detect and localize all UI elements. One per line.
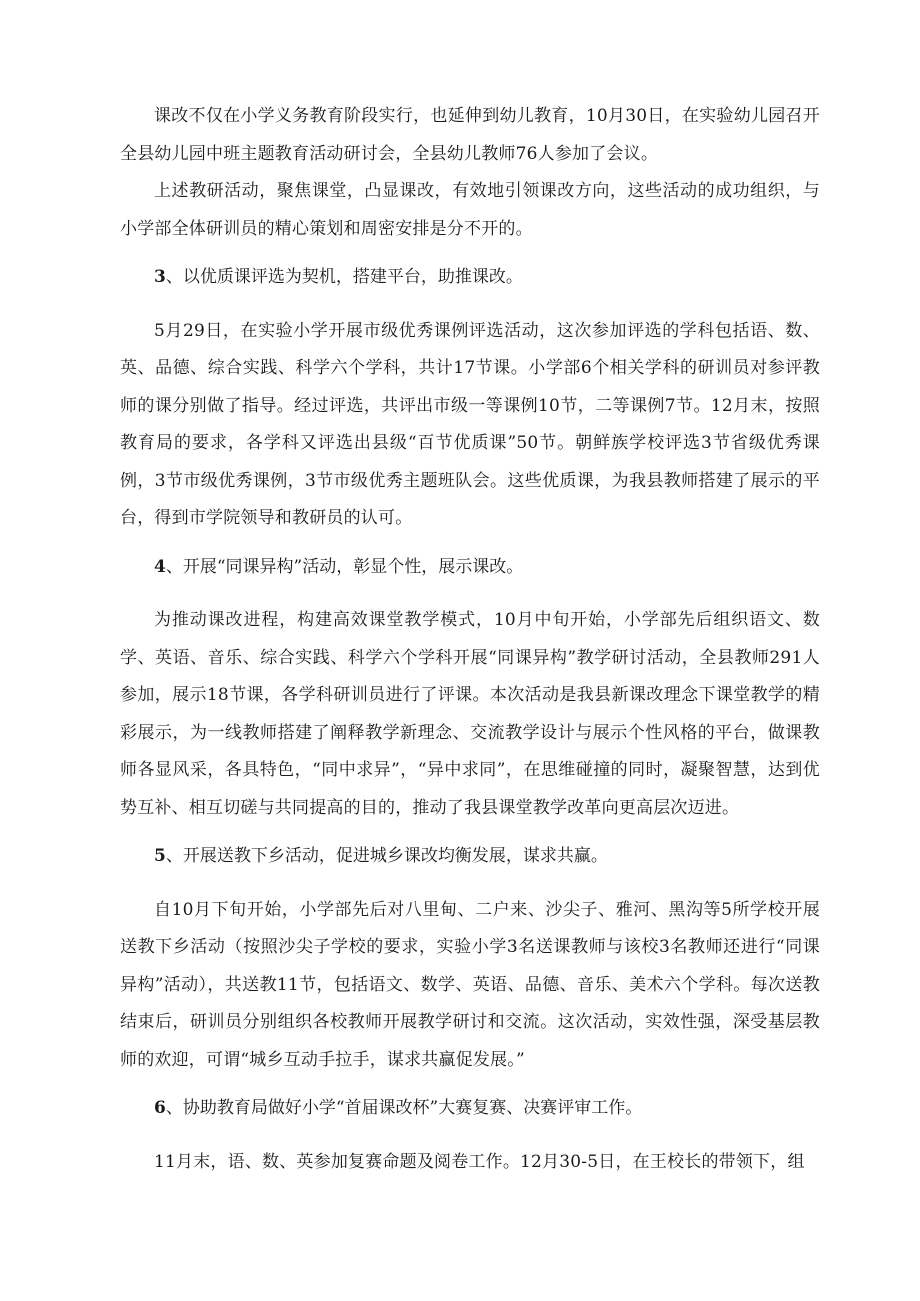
section-number: 4 xyxy=(154,556,166,577)
paragraph-rural-teaching: 自10月下旬开始，小学部先后对八里甸、二户来、沙尖子、雅河、黑沟等5所学校开展送教下乡活动（按照沙尖子学校的要求，实验小学3名送课教师与该校3名教师还进行“同课异构”活动），共送教11节，包括语文、数学、英语、品德、音乐、美术六个学科。每次送教结束后，研训员分别组织各校教师开展教学研讨和交流。这次活动，实效性强，深受基层教师的欢迎，可谓“城乡互动手拉手，谋求共赢促发展。” xyxy=(120,899,820,1070)
section-number: 5 xyxy=(154,846,166,866)
section-number: 6 xyxy=(154,1098,166,1118)
section-heading-5 xyxy=(120,838,820,876)
section-number: 3 xyxy=(154,267,166,287)
section-heading-6 xyxy=(120,1090,820,1128)
paragraph-research-summary: 上述教研活动，聚焦课堂，凸显课改，有效地引领课改方向，这些活动的成功组织，与小学部全体研训员的精心策划和周密安排是分不开的。 xyxy=(120,181,820,239)
document-page xyxy=(120,98,820,1181)
section-heading-4 xyxy=(120,549,820,587)
paragraph-competition-review: 11月末，语、数、英参加复赛命题及阅卷工作。12月30-5日，在王校长的带领下，组 xyxy=(154,1151,805,1172)
section-heading-3 xyxy=(120,259,820,297)
paragraph-quality-lessons: 5月29日，在实验小学开展市级优秀课例评选活动，这次参加评选的学科包括语、数、英、品德、综合实践、科学六个学科，共计17节课。小学部6个相关学科的研训员对参评教师的课分别做了指导。经过评选，共评出市级一等课例10节，二等课例7节。12月末，按照教育局的要求，各学科又评选出县级“百节优质课”50节。朝鲜族学校评选3节省级优秀课例，3节市级优秀课例，3节市级优秀主题班队会。这些优质课，为我县教师搭建了展示的平台，得到市学院领导和教研员的认可。 xyxy=(120,320,820,528)
section-title: 、以优质课评选为契机，搭建平台，助推课改。 xyxy=(165,267,523,287)
paragraph-same-lesson: 为推动课改进程，构建高效课堂教学模式，10月中旬开始，小学部先后组织语文、数学、英语、音乐、综合实践、科学六个学科开展“同课异构”教学研讨活动，全县教师291人参加，展示18节课，各学科研训员进行了评课。本次活动是我县新课改理念下课堂教学的精彩展示，为一线教师搭建了阐释教学新理念、交流教学设计与展示个性风格的平台，做课教师各显风采，各具特色，“同中求异”，“异中求同”，在思维碰撞的同时，凝聚智慧，达到优势互补、相互切磋与共同提高的目的，推动了我县课堂教学改革向更高层次迈进。 xyxy=(120,610,820,818)
section-title: 、开展“同课异构”活动，彰显个性，展示课改。 xyxy=(165,556,524,577)
paragraph-kindergarten-seminar: 课改不仅在小学义务教育阶段实行，也延伸到幼儿教育，10月30日，在实验幼儿园召开全县幼儿园中班主题教育活动研讨会，全县幼儿教师76人参加了会议。 xyxy=(120,106,820,164)
section-title: 、开展送教下乡活动，促进城乡课改均衡发展，谋求共赢。 xyxy=(165,846,608,866)
section-title: 、协助教育局做好小学“首届课改杯”大赛复赛、决赛评审工作。 xyxy=(165,1098,643,1118)
